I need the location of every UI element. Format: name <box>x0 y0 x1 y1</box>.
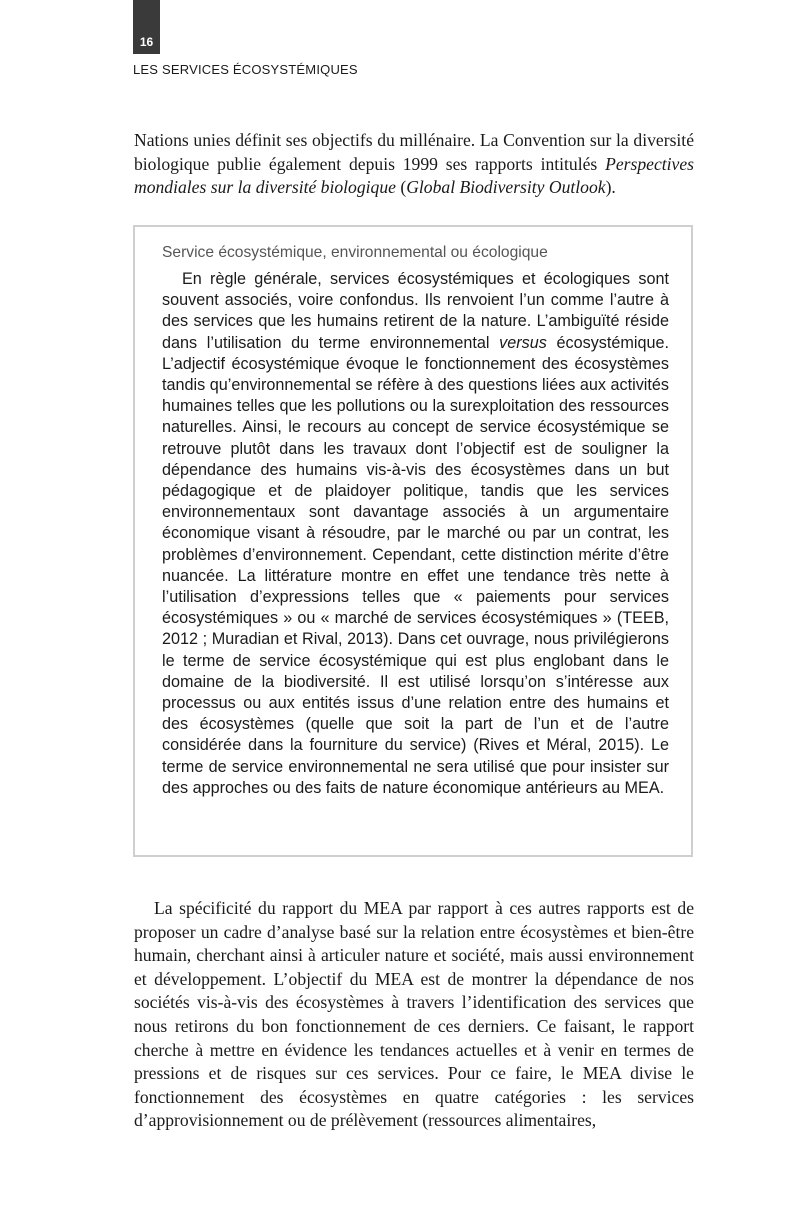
definition-box <box>133 225 693 857</box>
top-paragraph-text: Nations unies définit ses objectifs du millénaire. La Convention sur la diversité biologique publie également depuis 1999 ses rapports intitulés <box>134 130 694 174</box>
top-paragraph-english-title: Global Biodiversity Outlook <box>406 177 606 198</box>
running-head: LES SERVICES ÉCOSYSTÉMIQUES <box>133 62 358 77</box>
box-body-part2: écosystémique. L’adjectif écosystémique évoque le fonctionnement des écosystèmes tandis qu’environnemental se réfère à des questions liées aux activités humaines telles que les pollutions ou la surexploitation des ressources naturelles. Ainsi, le recours au concept de service écosystémique se retrouve plutôt dans les travaux dont l’objectif est de souligner la dépendance des humains vis-à-vis des écosystèmes dans un but pédagogique et de plaidoyer politique, tandis que les services environnementaux sont davantage associés à un argumentaire économique visant à résoudre, par le marché ou par un contrat, les problèmes d’environnement. Cependant, cette distinction mérite d’être nuancée. La littérature montre en effet une tendance très nette à l’utilisation d’expressions telles que « paiements pour services écosystémiques » ou « marché de services écosystémiques » (TEEB, 2012 ; Muradian et Rival, 2013). Dans cet ouvrage, nous privilégierons le terme de service écosystémique qui est plus englobant dans le domaine de la biodiversité. Il est utilisé lorsqu’on s’intéresse aux processus ou aux entités issus d’une relation entre des humains et des écosystèmes (quelle que soit la part de l’un et de l’autre considérée dans la fourniture du service) (Rives et Méral, 2015). Le terme de service environnemental ne sera utilisé que pour insister sur des approches ou des faits de nature économique antérieurs au MEA. <box>162 333 669 797</box>
top-paragraph-end: ). <box>605 177 616 198</box>
top-paragraph <box>134 129 694 200</box>
bottom-paragraph: La spécificité du rapport du MEA par rapport à ces autres rapports est de proposer un cadre d’analyse basé sur la relation entre écosystèmes et bien-être humain, cherchant ainsi à articuler nature et société, mais aussi environnement et développement. L’objectif du MEA est de montrer la dépendance de nos sociétés vis-à-vis des écosystèmes à travers l’identification des services que nous retirons du bon fonctionnement de ces derniers. Ce faisant, le rapport cherche à mettre en évidence les tendances actuelles et à venir en termes de pressions et de risques sur ces services. Pour ce faire, le MEA divise le fonctionnement des écosystèmes en quatre catégories : les services d’approvisionnement ou de prélèvement (ressources alimentaires, <box>134 898 694 1131</box>
page-number-tab <box>133 0 160 54</box>
page-number: 16 <box>139 35 154 49</box>
top-paragraph-separator: ( <box>395 177 407 198</box>
box-body-italic: versus <box>499 333 547 352</box>
box-body <box>162 269 669 799</box>
box-title: Service écosystémique, environnemental ou écologique <box>162 244 548 261</box>
top-paragraph-italic-title: Perspectives mondiales sur la diversité biologique <box>134 153 694 198</box>
box-body-part1: En règle générale, services écosystémiques et écologiques sont souvent associés, voire confondus. Ils renvoient l’un comme l’autre à des services que les humains retirent de la nature. L’ambiguïté réside dans l’utilisation du terme environnemental <box>162 270 669 352</box>
